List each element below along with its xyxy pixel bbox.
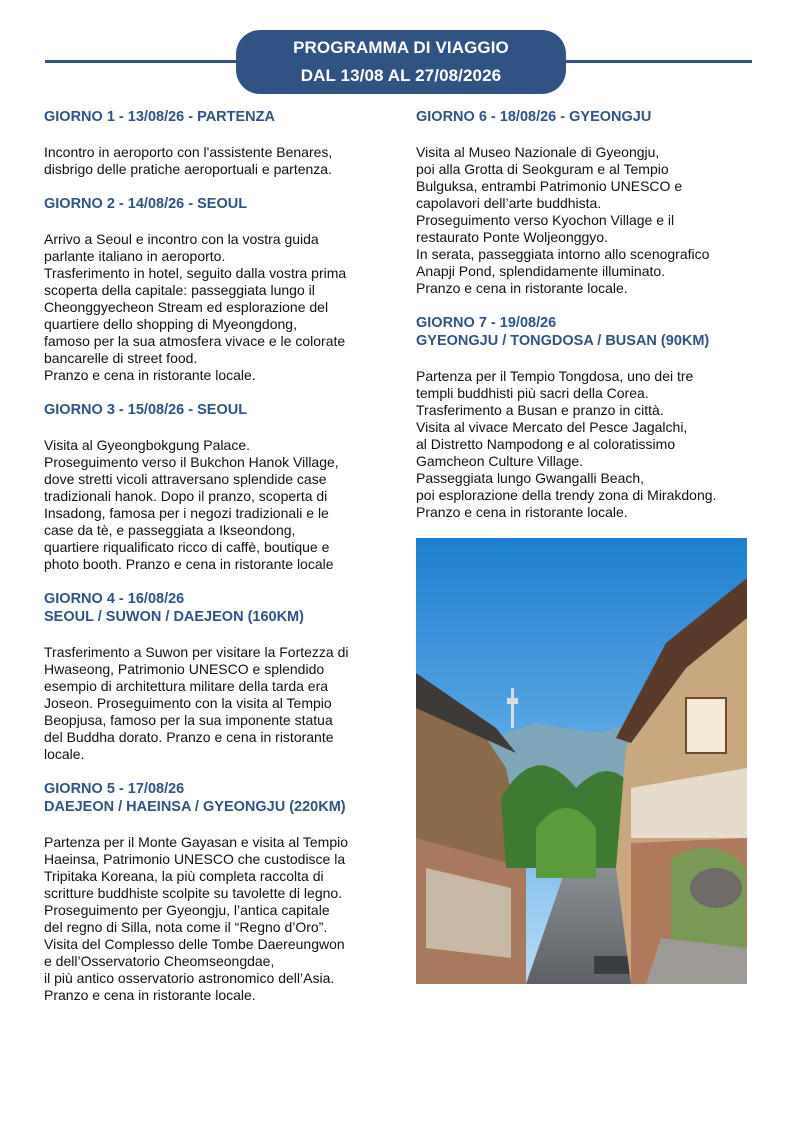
day-title: GIORNO 7 - 19/08/26 GYEONGJU / TONGDOSA / BUSAN (90KM) [416, 315, 710, 349]
day-block [44, 780, 384, 1004]
day-title: GIORNO 6 - 18/08/26 - GYEONGJU [416, 109, 652, 125]
stone-pot [690, 868, 742, 908]
day-block [44, 401, 384, 573]
title-line-2: DAL 13/08 AL 27/08/2026 [300, 66, 502, 85]
day-text: Visita al Gyeongbokgung Palace. Proseguimento verso il Bukchon Hanok Village, dove stretti vicoli attraversano splendide case tradizionali hanok. Dopo il pranzo, scoperta di Insadong, famosa per i negozi tradizionali e le case da tè, e passeggiata a Ikseondong, quartiere riqualificato ricco di caffè, boutique e photo booth. Pranzo e cena in ristorante locale [44, 437, 339, 572]
header-rule-right [555, 60, 752, 63]
left-column [44, 108, 384, 1021]
title-line-1: PROGRAMMA DI VIAGGIO [293, 38, 509, 57]
day-block [416, 314, 756, 521]
day-title: GIORNO 4 - 16/08/26 SEOUL / SUWON / DAEJEON (160KM) [44, 591, 304, 625]
day-block [44, 590, 384, 763]
day-title: GIORNO 5 - 17/08/26 DAEJEON / HAEINSA / GYEONGJU (220KM) [44, 781, 346, 815]
day-text: Visita al Museo Nazionale di Gyeongju, poi alla Grotta di Seokguram e al Tempio Bulguksa, entrambi Patrimonio UNESCO e capolavori dell’arte buddhista. Proseguimento verso Kyochon Village e il restaurato Ponte Woljeonggyo. In serata, passeggiata intorno allo scenografico Anapji Pond, splendidamente illuminato. Pranzo e cena in ristorante locale. [416, 144, 710, 296]
day-block [416, 108, 756, 297]
day-text: Partenza per il Monte Gayasan e visita al Tempio Haeinsa, Patrimonio UNESCO che custodisce la Tripitaka Koreana, la più completa raccolta di scritture buddhiste scolpite su tavolette di legno. Proseguimento per Gyeongju, l’antica capitale del regno di Silla, nota come il “Regno d’Oro”. Visita del Complesso delle Tombe Daereungwon e dell’Osservatorio Cheomseongdae, il più antico osservatorio astronomico dell’Asia. Pranzo e cena in ristorante locale. [44, 834, 349, 1003]
seoul-tower [511, 688, 514, 728]
title-banner [236, 30, 566, 94]
day-block [44, 108, 384, 178]
right-column [416, 108, 756, 538]
day-text: Incontro in aeroporto con l'assistente Benares, disbrigo delle pratiche aeroportuali e partenza. [44, 144, 333, 177]
day-title: GIORNO 2 - 14/08/26 - SEOUL [44, 196, 248, 212]
day-text: Arrivo a Seoul e incontro con la vostra guida parlante italiano in aeroporto. Trasferimento in hotel, seguito dalla vostra prima scoperta della capitale: passeggiata lungo il Cheonggyecheon Stream ed esplorazione del quartiere dello shopping di Myeongdong, famoso per la sua atmosfera vivace e le colorate bancarelle di street food. Pranzo e cena in ristorante locale. [44, 231, 347, 383]
day-title: GIORNO 3 - 15/08/26 - SEOUL [44, 402, 248, 418]
day-title: GIORNO 1 - 13/08/26 - PARTENZA [44, 109, 275, 125]
window [686, 698, 726, 753]
hanok-village-photo [416, 538, 747, 984]
day-block [44, 195, 384, 384]
day-text: Trasferimento a Suwon per visitare la Fortezza di Hwaseong, Patrimonio UNESCO e splendido esempio di architettura militare della tarda era Joseon. Proseguimento con la visita al Tempio Beopjusa, famoso per la sua imponente statua del Buddha dorato. Pranzo e cena in ristorante locale. [44, 644, 349, 762]
header-rule-left [45, 60, 245, 63]
day-text: Partenza per il Tempio Tongdosa, uno dei tre templi buddhisti più sacri della Corea. Trasferimento a Busan e pranzo in città. Visita al vivace Mercato del Pesce Jagalchi, al Distretto Nampodong e al coloratissimo Gamcheon Culture Village. Passeggiata lungo Gwangalli Beach, poi esplorazione della trendy zona di Mirakdong. Pranzo e cena in ristorante locale. [416, 368, 717, 520]
